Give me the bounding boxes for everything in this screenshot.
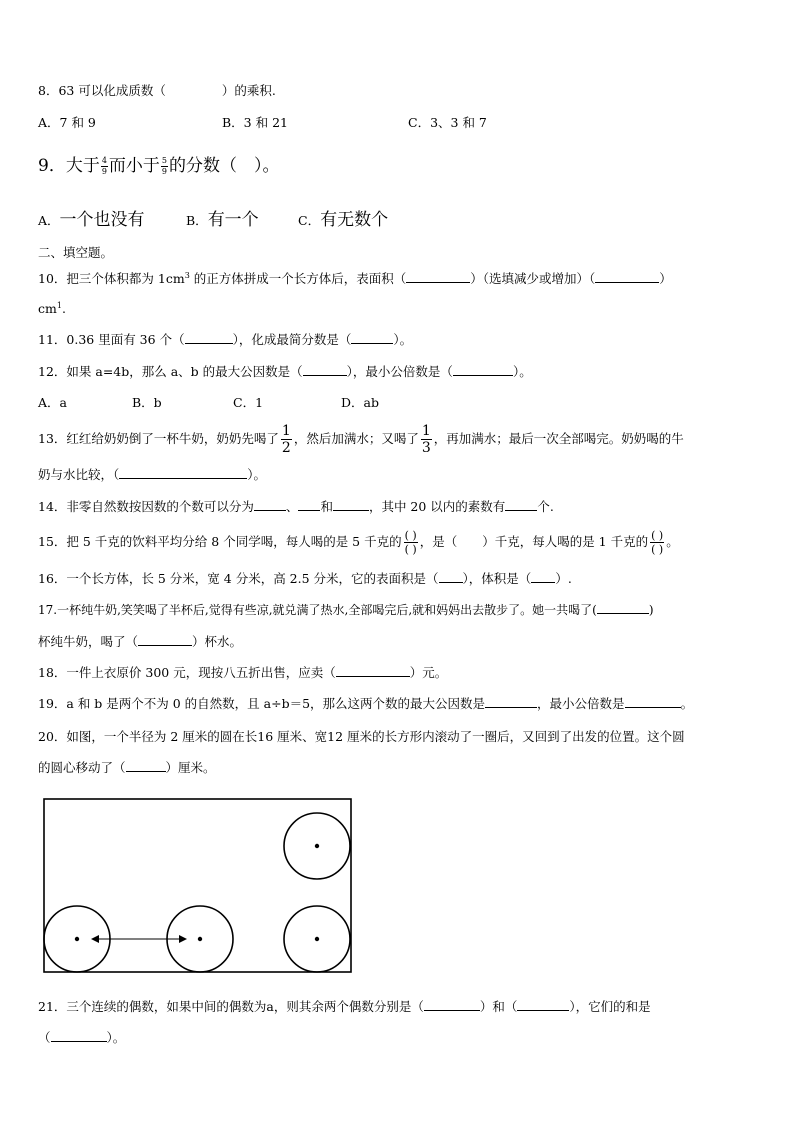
option-a[interactable]: A．7 和 9: [38, 115, 96, 130]
question-20: 20．如图，一个半径为 2 厘米的圆在长16 厘米、宽12 厘米的长方形内滚动了一圈后，又回到了出发的位置。这个圆: [38, 729, 685, 744]
question-16: 16．一个长方体，长 5 分米，宽 4 分米，高 2.5 分米，它的表面积是（ ），体积是（ ）.: [38, 571, 572, 586]
question-12: 12．如果 a=4b，那么 a、b 的最大公因数是（ ），最小公倍数是（ ）。: [38, 364, 532, 379]
option-b[interactable]: B．有一个: [186, 210, 259, 230]
fraction-four-ninths: $\frac{4}{9}$: [101, 156, 107, 176]
option-d[interactable]: D．ab: [341, 395, 379, 410]
question-19: 19．a 和 b 是两个不为 0 的自然数，且 a÷b＝5，那么这两个数的最大公因数是 ，最小公倍数是 。: [38, 696, 694, 711]
question-10-unit: $cm^1$.: [38, 300, 66, 316]
fraction-five-ninths: $\frac{5}{9}$: [161, 156, 168, 176]
question-13-cont: 奶与水比较，（ ）。: [38, 467, 267, 482]
center-dot: [75, 937, 79, 941]
question-11: 11．0.36 里面有 36 个（ ），化成最简分数是（ ）。: [38, 332, 413, 347]
question-20-cont: 的圆心移动了（ ）厘米。: [38, 760, 216, 775]
option-b[interactable]: B．b: [132, 395, 162, 410]
option-a[interactable]: A．a: [38, 395, 67, 410]
center-dot: [315, 937, 319, 941]
question-13: 13．红红给奶奶倒了一杯牛奶，奶奶先喝了 $\frac{1}{2}$ ，然后加满水；又喝了 $\frac{1}{3}$ ，再加满水；最后一次全部喝完。奶奶喝的牛: [38, 423, 684, 456]
question-8: 8．63 可以化成质数（ ）的乘积.: [38, 83, 276, 98]
question-21: 21．三个连续的偶数，如果中间的偶数为a，则其余两个偶数分别是（ ）和（ ），它们的和是: [38, 999, 651, 1014]
center-dot: [315, 844, 319, 848]
question-18: 18．一件上衣原价 300 元，现按八五折出售，应卖（ ）元。: [38, 665, 448, 680]
section-heading: 二、填空题。: [38, 245, 114, 260]
question-21-cont: （ ）。: [38, 1030, 126, 1045]
option-c[interactable]: C．3、3 和 7: [408, 115, 487, 130]
question-17-cont: 杯纯牛奶，喝了（ ）杯水。: [38, 634, 243, 649]
question-10: 10．把三个体积都为 $1cm^3$ 的正方体拼成一个长方体后，表面积（ ）（选填减少或增加）（ ）: [38, 270, 672, 286]
option-c[interactable]: C．有无数个: [298, 210, 389, 230]
fraction-blank[interactable]: $\frac{( )}{( )}$: [651, 529, 664, 556]
option-c[interactable]: C．1: [233, 395, 264, 410]
answer-blank[interactable]: [517, 998, 569, 1011]
fraction-blank[interactable]: $\frac{( )}{( )}$: [404, 529, 417, 556]
answer-blank[interactable]: [424, 998, 480, 1011]
option-b[interactable]: B．3 和 21: [222, 115, 288, 130]
question-17: 17.一杯纯牛奶,笑笑喝了半杯后,觉得有些凉,就兑满了热水,全部喝完后,就和妈妈出去散步了。她一共喝了( ): [38, 603, 654, 617]
fraction-one-third: $\frac{1}{3}$: [421, 423, 431, 456]
answer-blank[interactable]: [51, 1029, 107, 1042]
fraction-one-half: $\frac{1}{2}$: [281, 423, 291, 456]
question-14: 14．非零自然数按因数的个数可以分为 、 和 ，其中 20 以内的素数有 个.: [38, 499, 554, 514]
rectangle: [44, 799, 351, 972]
question-15: 15．把 5 千克的饮料平均分给 8 个同学喝，每人喝的是 5 千克的 $\frac{( )}{( )}$ ，是（ ）千克，每人喝的是 1 千克的 $\frac{( )}{( )}$ 。: [38, 529, 679, 556]
question-9: 9．大于 $\frac{4}{9}$ 而小于 $\frac{5}{9}$ 的分数（ ）。: [38, 156, 280, 176]
center-dot: [198, 937, 202, 941]
option-a[interactable]: A．一个也没有: [38, 210, 145, 230]
